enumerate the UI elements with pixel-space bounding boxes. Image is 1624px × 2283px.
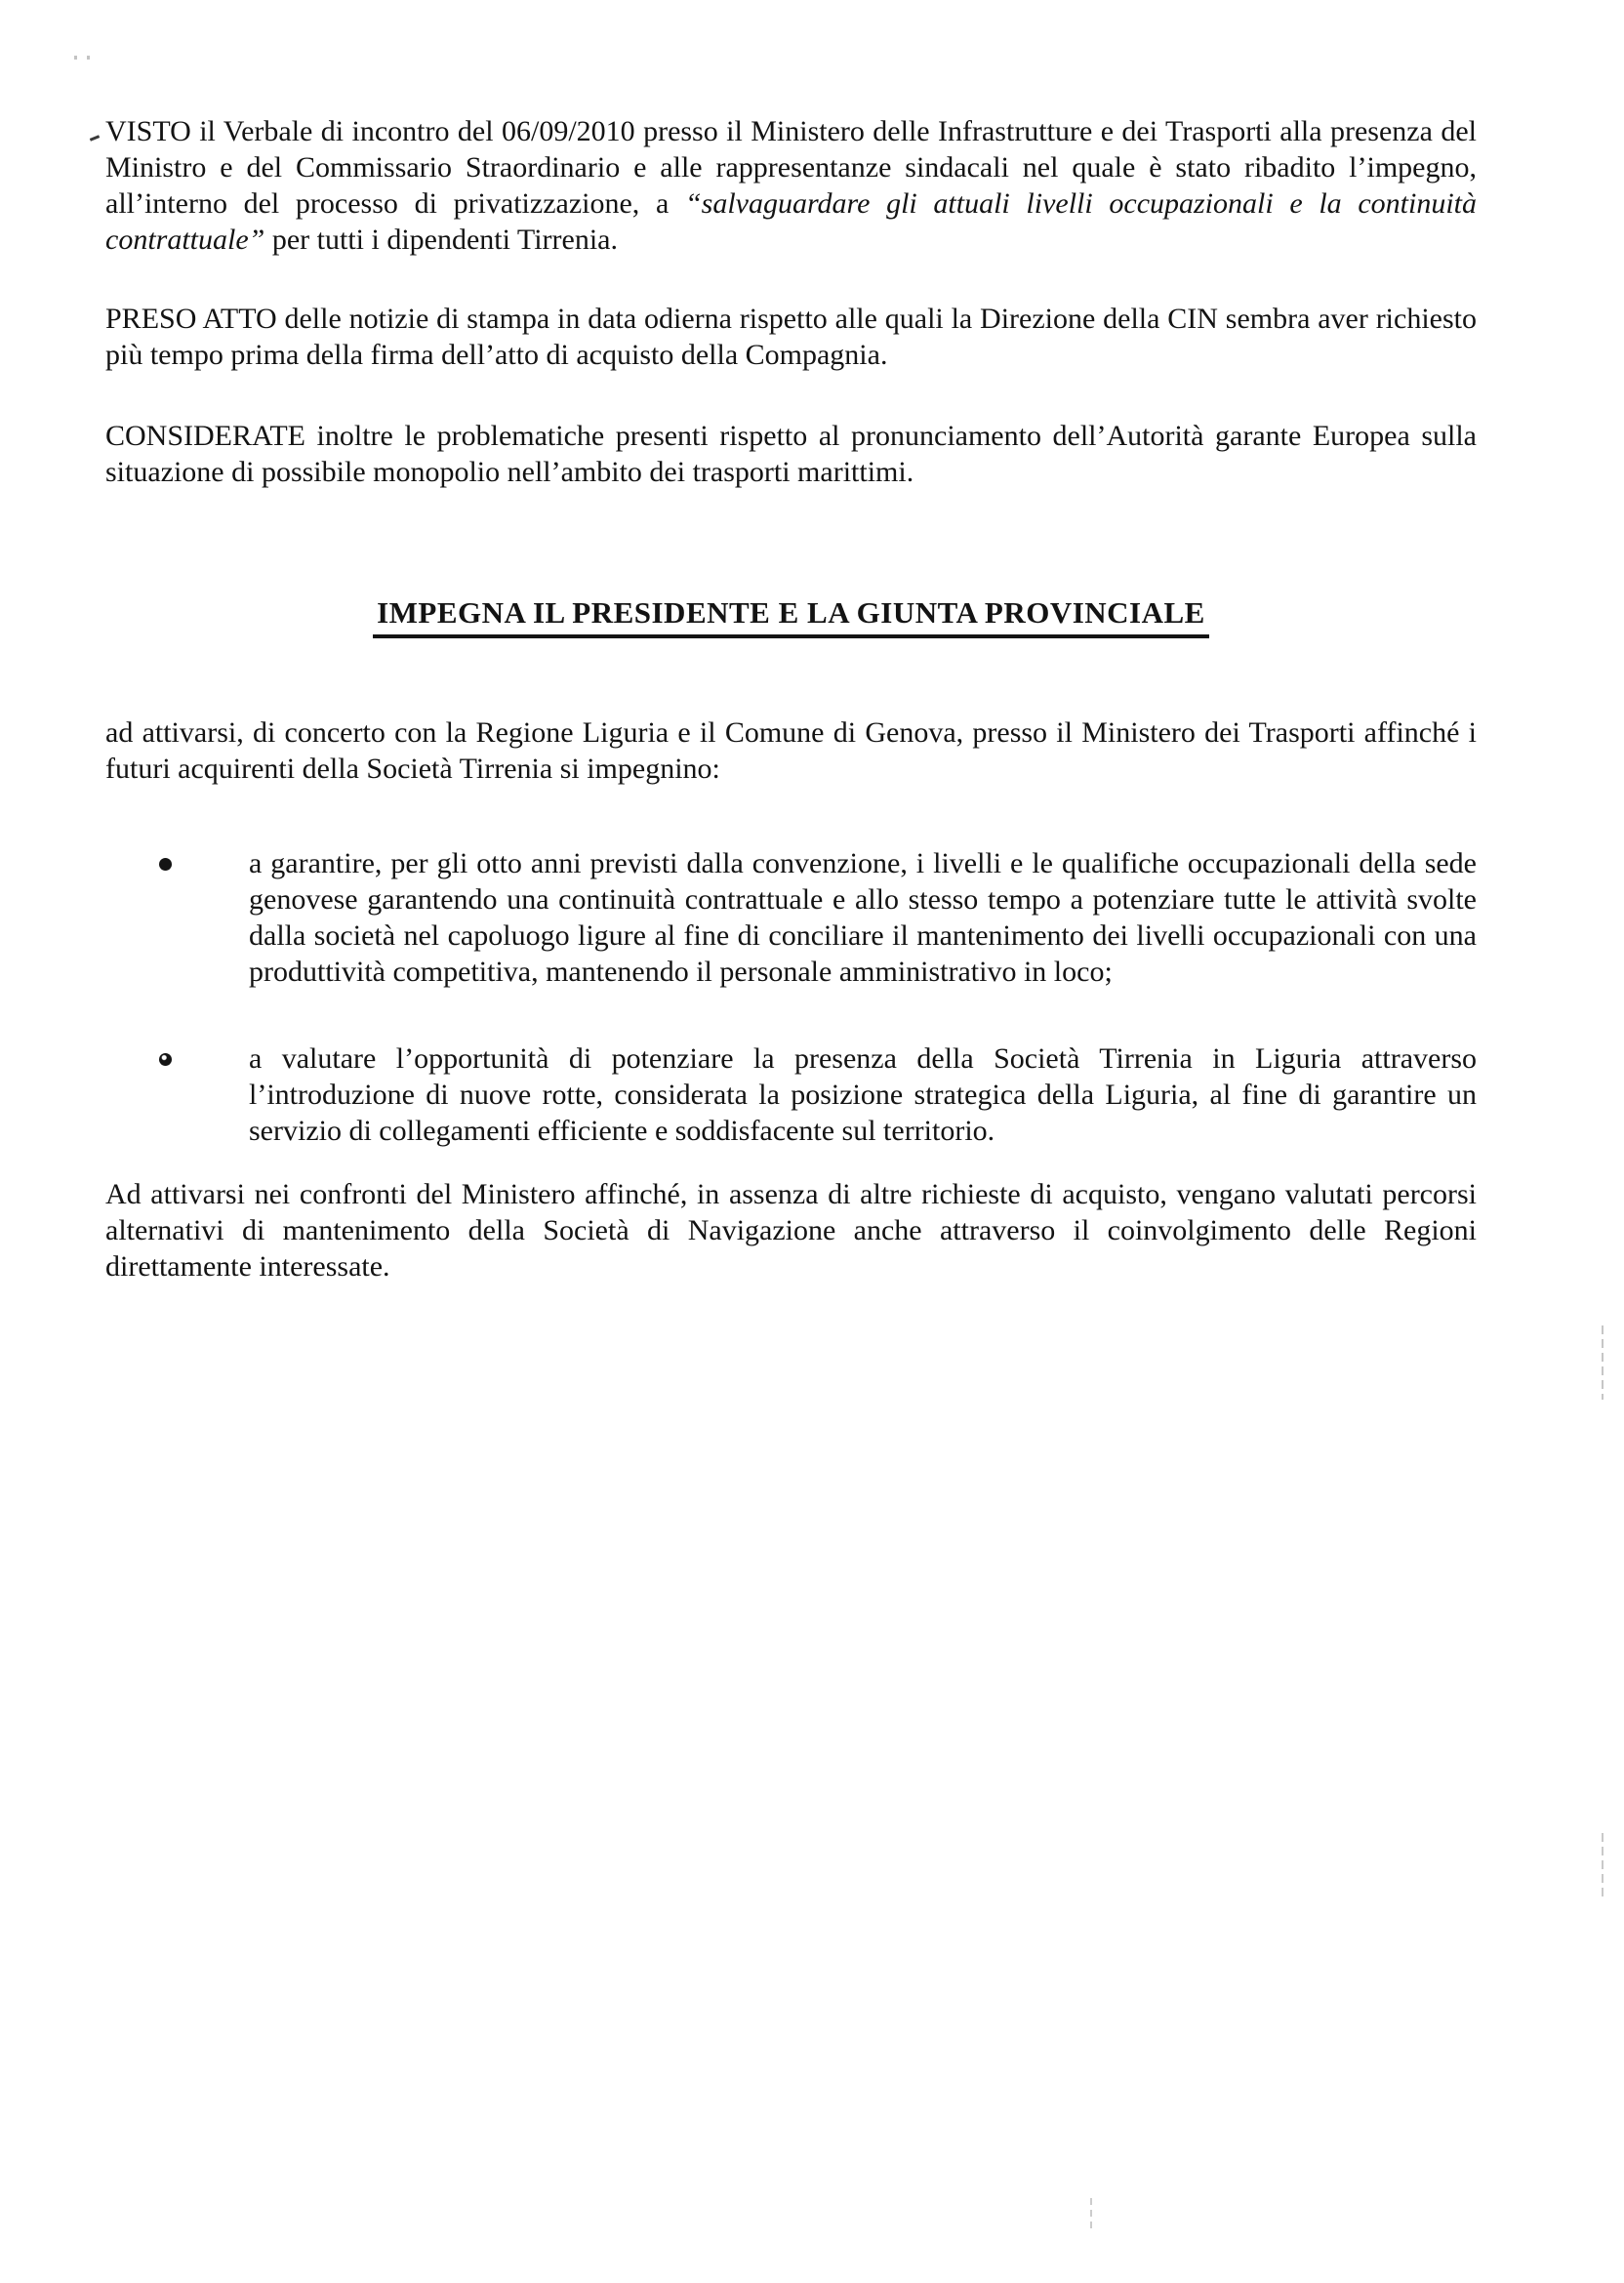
bullet-list: [105, 845, 1477, 1149]
scan-artifact: [1090, 2198, 1092, 2231]
bullet-icon: [159, 1053, 172, 1066]
paragraph-visto-text-start: VISTO il Verbale di incontro del 06/09/2010 presso il Ministero delle Infrastrutture e dei Trasporti alla presenza del Ministro e del Commissario Straordinario e alle rappresentanze sindacali nel quale è stato ribadito l’impegno, all’interno del processo di privatizzazione, a: [105, 115, 1477, 220]
scan-artifact: [1602, 1833, 1604, 1901]
bullet-icon: [159, 858, 172, 871]
section-heading-text: IMPEGNA IL PRESIDENTE E LA GIUNTA PROVINCIALE: [373, 593, 1209, 638]
paragraph-finale: Ad attivarsi nei confronti del Ministero affinché, in assenza di altre richieste di acquisto, vengano valutati percorsi alternativi di mantenimento della Società di Navigazione anche attraverso il coinvolgimento delle Regioni direttamente interessate.: [105, 1178, 1477, 1283]
scan-artifact: [90, 135, 100, 142]
paragraph-attivarsi: ad attivarsi, di concerto con la Regione Liguria e il Comune di Genova, presso il Ministero dei Trasporti affinché i futuri acquirenti della Società Tirrenia si impegnino:: [105, 716, 1477, 785]
list-item: [105, 1040, 1477, 1149]
paragraph-preso-atto: PRESO ATTO delle notizie di stampa in data odierna rispetto alle quali la Direzione della CIN sembra aver richiesto più tempo prima della firma dell’atto di acquisto della Compagnia.: [105, 303, 1477, 371]
paragraph-considerate: CONSIDERATE inoltre le problematiche presenti rispetto al pronunciamento dell’Autorità garante Europea sulla situazione di possibile monopolio nell’ambito dei trasporti marittimi.: [105, 420, 1477, 488]
list-item: [105, 845, 1477, 990]
paragraph-visto-text-end: per tutti i dipendenti Tirrenia.: [264, 224, 618, 256]
bullet-text: a garantire, per gli otto anni previsti dalla convenzione, i livelli e le qualifiche occupazionali della sede genovese garantendo una continuità contrattuale e allo stesso tempo a potenziare tutte le attività svolte dalla società nel capoluogo ligure al fine di conciliare il mantenimento dei livelli occupazionali con una produttività competitiva, mantenendo il personale amministrativo in loco;: [249, 847, 1477, 988]
scan-artifact: [74, 56, 90, 60]
section-heading: [105, 593, 1477, 638]
bullet-text: a valutare l’opportunità di potenziare la presenza della Società Tirrenia in Liguria attraverso l’introduzione di nuove rotte, considerata la posizione strategica della Liguria, al fine di garantire un servizio di collegamenti efficiente e soddisfacente sul territorio.: [249, 1042, 1477, 1147]
paragraph-visto-quoted-italic: “salvaguardare gli attuali livelli occupazionali e la continuità contrattuale”: [105, 187, 1477, 256]
paragraph-visto: [105, 113, 1477, 258]
scan-artifact: [1602, 1325, 1604, 1400]
